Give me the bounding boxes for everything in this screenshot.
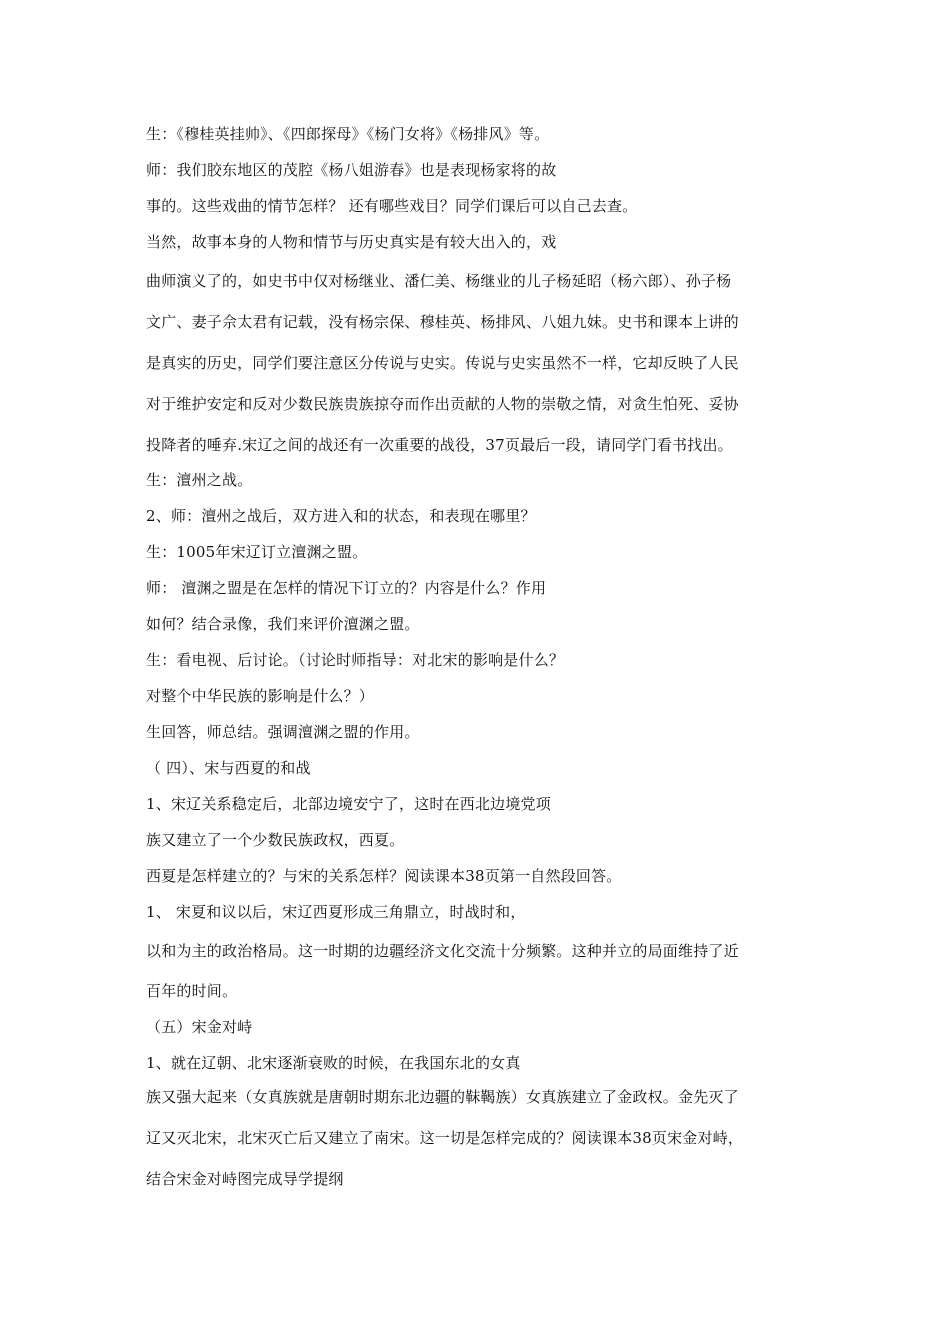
text-line: 文广、妻子佘太君有记载，没有杨宗保、穆桂英、杨排风、八姐九妹。史书和课本上讲的	[146, 313, 739, 331]
text-line: 事的。这些戏曲的情节怎样？ 还有哪些戏目？同学们课后可以自己去查。	[146, 197, 638, 215]
text-line: 生：《穆桂英挂帅》、《四郎探母》《杨门女将》《杨排风》等。	[146, 125, 550, 143]
text-line: 当然，故事本身的人物和情节与历史真实是有较大出入的，戏	[146, 233, 557, 251]
text-line: 以和为主的政治格局。这一时期的边疆经济文化交流十分频繁。这种并立的局面维持了近	[146, 942, 739, 960]
text-line: 族又强大起来（女真族就是唐朝时期东北边疆的靺鞨族）女真族建立了金政权。金先灭了	[146, 1088, 739, 1106]
text-line: 结合宋金对峙图完成导学提纲	[146, 1170, 344, 1188]
text-line: 生：1005年宋辽订立澶渊之盟。	[146, 543, 368, 561]
text-line: 师：我们胶东地区的茂腔《杨八姐游春》也是表现杨家将的故	[146, 161, 557, 179]
text-line: 1、 宋夏和议以后，宋辽西夏形成三角鼎立，时战时和，	[146, 903, 526, 921]
text-line: 生回答，师总结。强调澶渊之盟的作用。	[146, 723, 420, 741]
text-line: 对整个中华民族的影响是什么？）	[146, 687, 375, 705]
text-line: 投降者的唾弃.宋辽之间的战还有一次重要的战役，37页最后一段，请同学门看书找出。	[146, 436, 733, 454]
text-line: 1、宋辽关系稳定后，北部边境安宁了，这时在西北边境党项	[146, 795, 551, 813]
text-line: 生：看电视、后讨论。（讨论时师指导：对北宋的影响是什么？	[146, 651, 565, 669]
text-line: 2、师：澶州之战后，双方进入和的状态，和表现在哪里？	[146, 507, 536, 525]
text-line: 生：澶州之战。	[146, 471, 253, 489]
section-heading: （五）宋金对峙	[146, 1018, 253, 1036]
text-line: 西夏是怎样建立的？与宋的关系怎样？阅读课本38页第一自然段回答。	[146, 867, 622, 885]
text-line: 辽又灭北宋，北宋灭亡后又建立了南宋。这一切是怎样完成的？阅读课本38页宋金对峙，	[146, 1129, 744, 1147]
text-line: 曲师演义了的，如史书中仅对杨继业、潘仁美、杨继业的儿子杨延昭（杨六郎）、孙子杨	[146, 272, 732, 290]
section-heading: （ 四）、宋与西夏的和战	[146, 759, 311, 777]
text-line: 百年的时间。	[146, 982, 238, 1000]
text-line: 对于维护安定和反对少数民族贵族掠夺而作出贡献的人物的崇敬之情，对贪生怕死、妥协	[146, 395, 739, 413]
text-line: 师： 澶渊之盟是在怎样的情况下订立的？内容是什么？作用	[146, 579, 547, 597]
text-line: 如何？结合录像，我们来评价澶渊之盟。	[146, 615, 420, 633]
text-line: 1、就在辽朝、北宋逐渐衰败的时候，在我国东北的女真	[146, 1054, 521, 1072]
text-line: 族又建立了一个少数民族政权，西夏。	[146, 831, 405, 849]
text-line: 是真实的历史，同学们要注意区分传说与史实。传说与史实虽然不一样，它却反映了人民	[146, 354, 739, 372]
